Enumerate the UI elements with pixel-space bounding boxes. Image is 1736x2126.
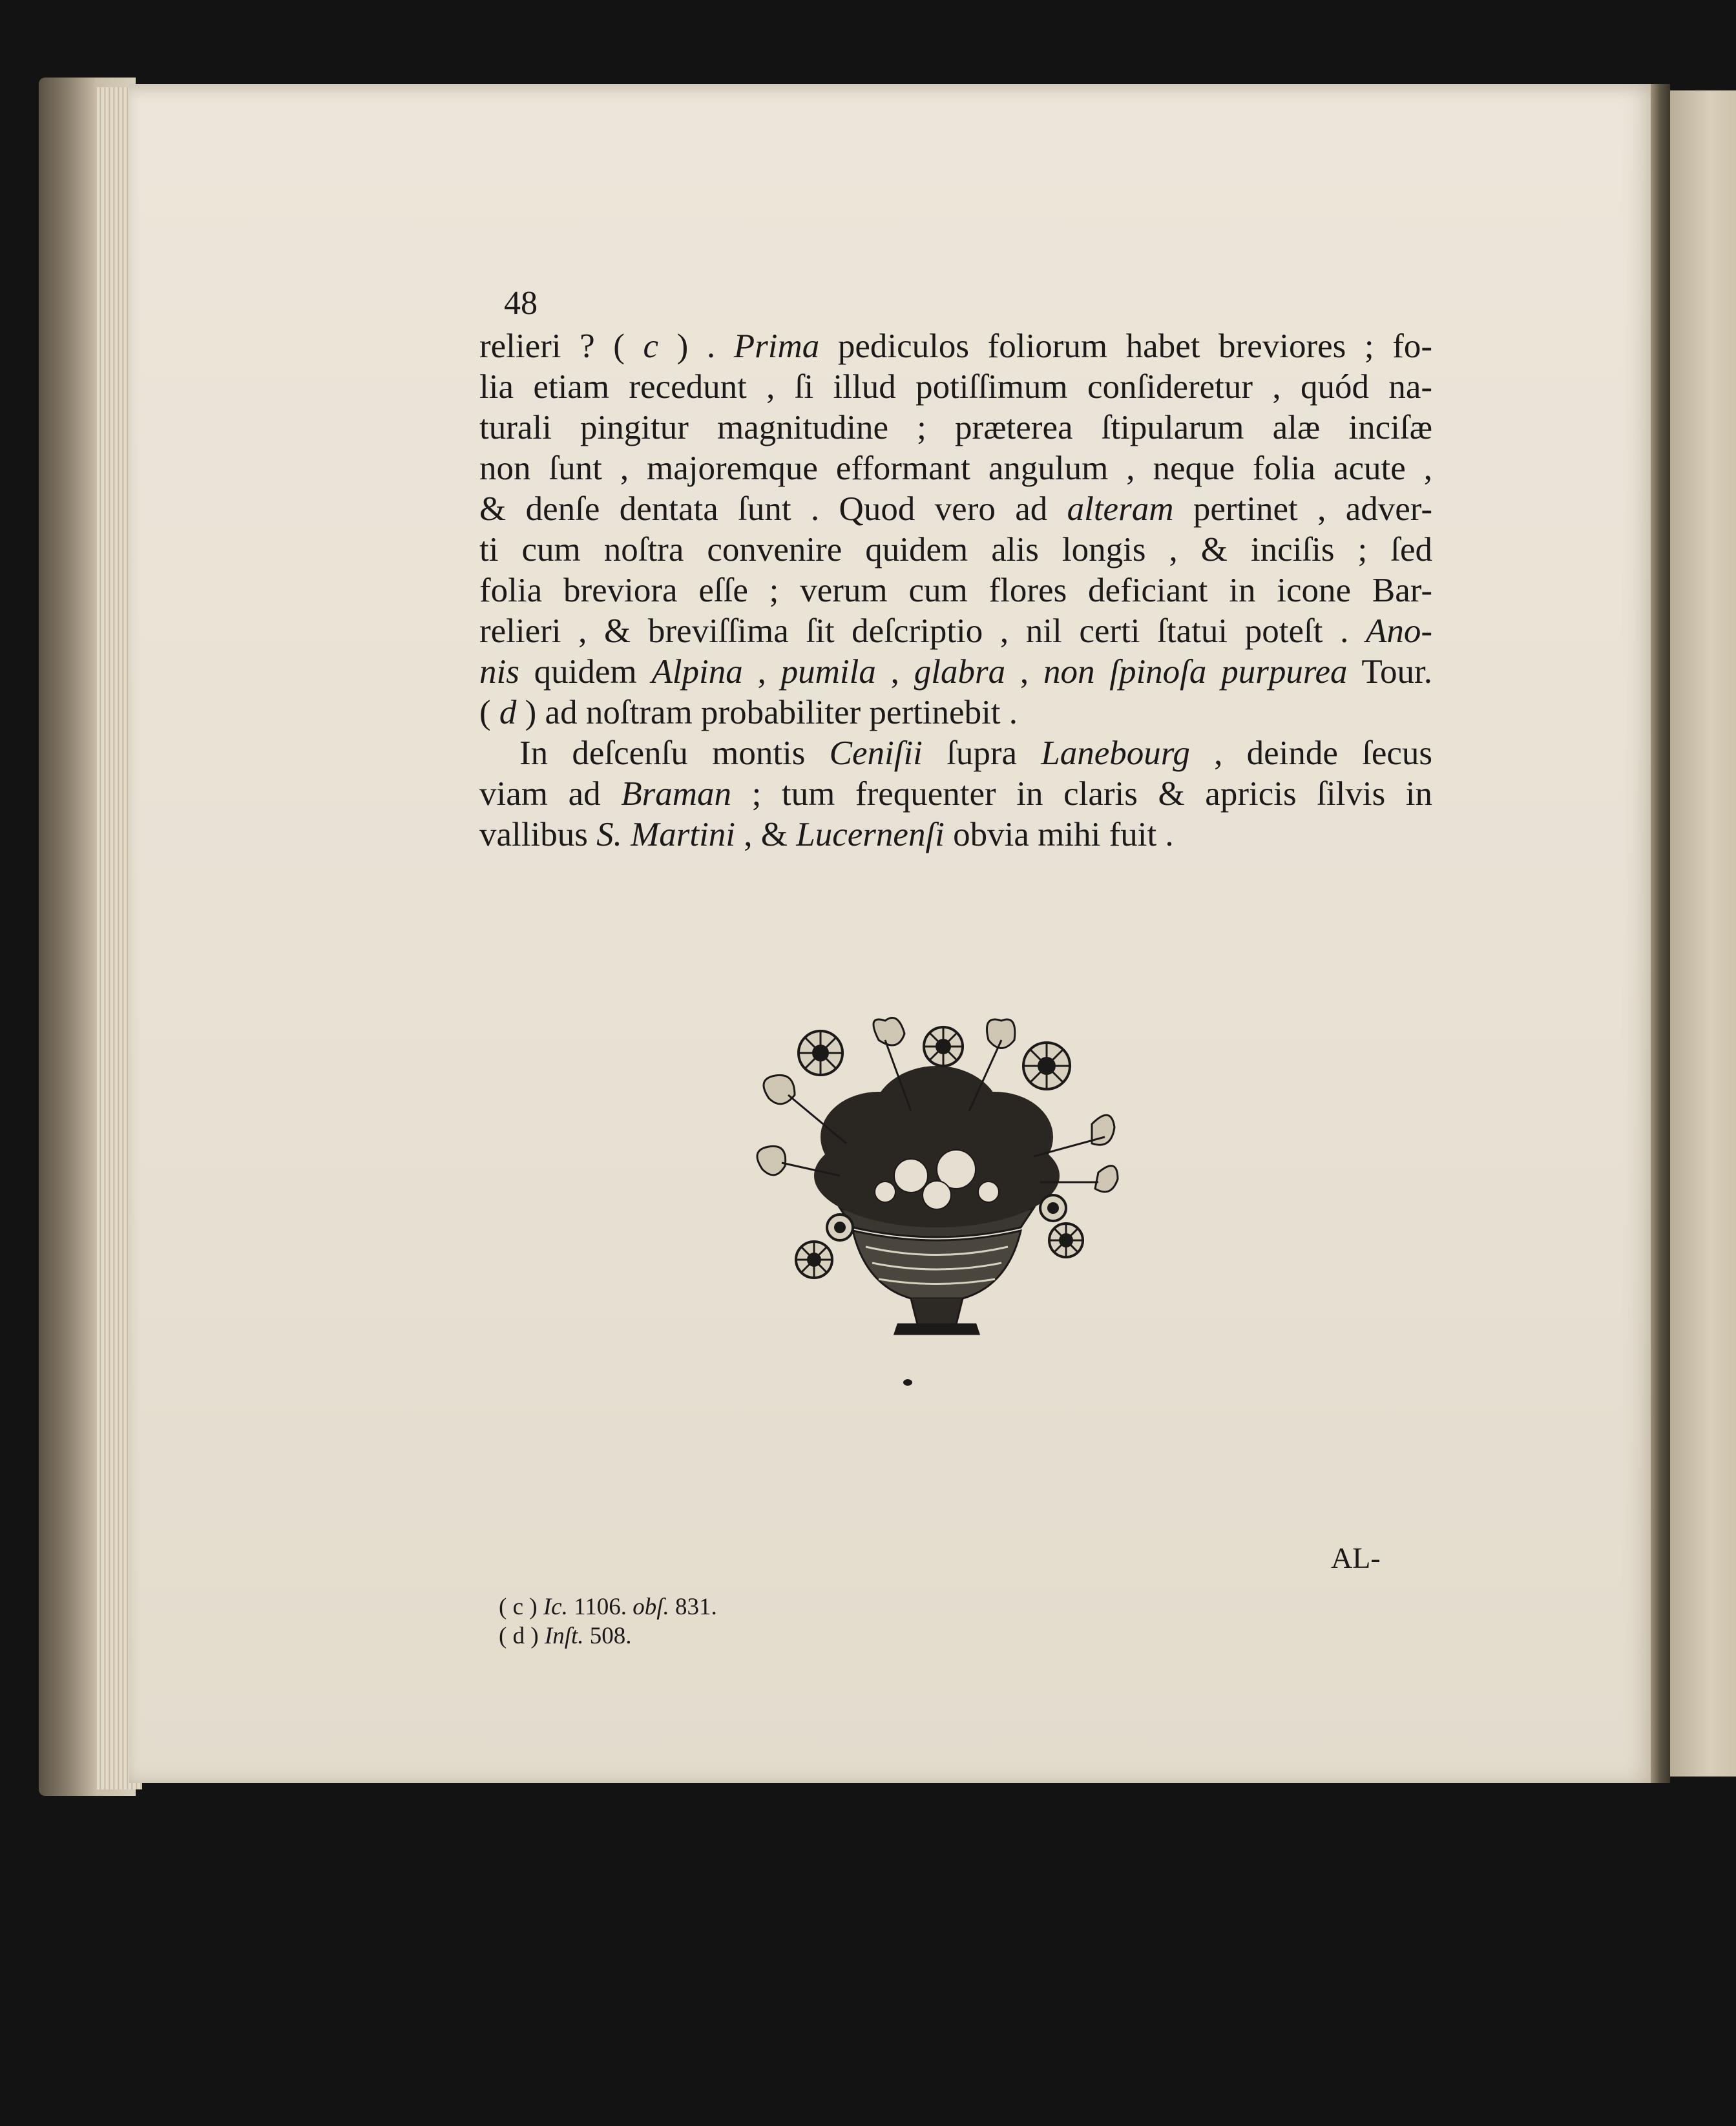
catchword: AL- bbox=[1331, 1541, 1381, 1574]
text-line: lia etiam recedunt , ſi illud potiſſimum conſideretur , quód na- bbox=[479, 368, 1432, 406]
book-gutter bbox=[1651, 84, 1670, 1783]
text-line: relieri , & breviſſima ſit deſcriptio , nil certi ſtatui poteſt . Ano- bbox=[479, 612, 1432, 650]
text-line: nis quidem Alpina , pumila , glabra , non ſpinoſa purpurea Tour. bbox=[479, 653, 1433, 691]
text-line: folia breviora eſſe ; verum cum flores deficiant in icone Bar- bbox=[479, 572, 1432, 609]
text-line: non ſunt , majoremque efformant angulum , neque folia acute , bbox=[479, 450, 1432, 487]
text-line: ( d ) ad noſtram probabiliter pertinebit . bbox=[479, 694, 1018, 731]
ornament-dot bbox=[903, 1379, 912, 1386]
text-line: relieri ? ( c ) . Prima pediculos foliorum habet breviores ; fo- bbox=[479, 328, 1432, 365]
body-text bbox=[479, 326, 1432, 855]
text-line: In deſcenſu montis Ceniſii ſupra Lanebourg , deinde ſecus bbox=[519, 735, 1432, 772]
flower-basket-vignette bbox=[749, 1014, 1124, 1363]
footnote: ( c ) Ic. 1106. obſ. 831. bbox=[499, 1594, 717, 1620]
page-number: 48 bbox=[504, 285, 538, 322]
footnotes bbox=[499, 1592, 717, 1651]
footnote: ( d ) Inſt. 508. bbox=[499, 1623, 632, 1649]
text-line: & denſe dentata ſunt . Quod vero ad alteram pertinet , adver- bbox=[479, 490, 1432, 528]
text-line: viam ad Braman ; tum frequenter in claris & apricis ſilvis in bbox=[479, 775, 1433, 813]
facing-page-edge bbox=[1670, 90, 1736, 1777]
text-line: turali pingitur magnitudine ; præterea ſtipularum alæ inciſæ bbox=[479, 409, 1432, 446]
text-line: vallibus S. Martini , & Lucernenſi obvia mihi fuit . bbox=[479, 816, 1174, 853]
text-line: ti cum noſtra convenire quidem alis longis , & inciſis ; ſed bbox=[479, 531, 1432, 568]
